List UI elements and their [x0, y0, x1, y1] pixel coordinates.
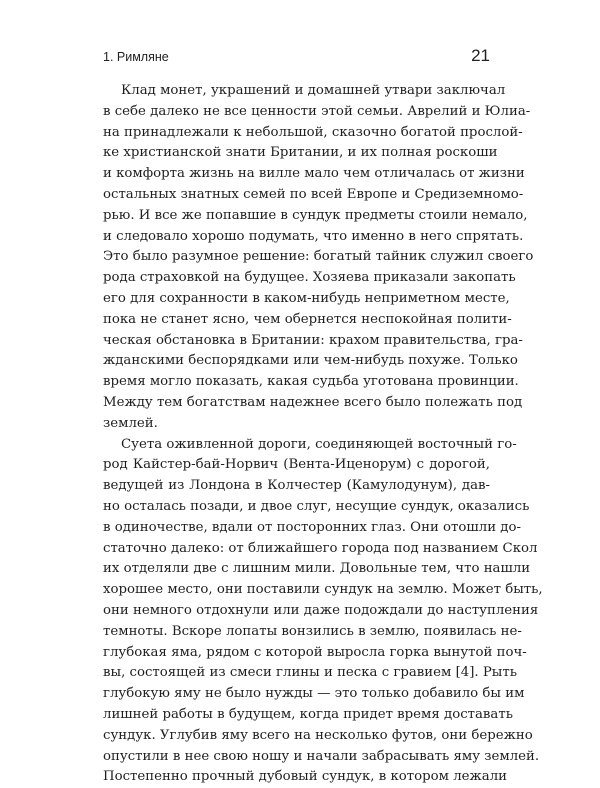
paragraph	[103, 81, 534, 435]
text-line: сундук. Углубив яму всего на несколько футов, они бережно	[103, 727, 533, 743]
text-line: их отделяли две с лишним мили. Довольные тем, что нашли	[103, 561, 531, 577]
text-line: его для сохранности в каком-нибудь неприметном месте,	[103, 290, 510, 306]
text-line: лишней работы в будущем, когда придет время доставать	[103, 706, 513, 722]
text-line: жданскими беспорядками или чем-нибудь похуже. Только	[103, 353, 518, 369]
text-line: Суета оживленной дороги, соединяющей восточный го-	[121, 436, 517, 452]
text-line: на принадлежали к небольшой, сказочно богатой прослой-	[103, 124, 523, 140]
text-line: и комфорта жизнь на вилле мало чем отличалась от жизни	[103, 166, 525, 182]
body-text	[103, 81, 543, 788]
text-line: Постепенно прочный дубовый сундук, в котором лежали	[103, 769, 508, 785]
text-line: но осталась позади, и двое слуг, несущие сундук, оказались	[103, 498, 530, 514]
running-header	[103, 46, 490, 68]
text-line: Клад монет, украшений и домашней утвари заключал	[121, 83, 506, 98]
text-line: хорошее место, они поставили сундук на землю. Может быть,	[103, 582, 543, 598]
text-line: статочно далеко: от ближайшего города под названием Скол	[103, 540, 538, 556]
text-line: ведущей из Лондона в Колчестер (Камулодунум), дав-	[103, 478, 490, 494]
text-line: ке христианской знати Британии, и их полная роскоши	[103, 145, 498, 161]
text-line: и следовало хорошо подумать, что именно в него спрятать.	[103, 228, 524, 244]
text-line: род Кайстер-бай-Норвич (Вента-Иценорум) с дорогой,	[103, 457, 490, 473]
text-line: темноты. Вскоре лопаты вонзились в землю, появилась не-	[103, 623, 522, 639]
paragraph	[103, 435, 543, 788]
text-line: землей.	[103, 415, 158, 431]
text-line: в себе далеко не все ценности этой семьи. Аврелий и Юлиа-	[103, 103, 531, 119]
text-line: вы, состоящей из смеси глины и песка с гравием [4]. Рыть	[103, 665, 517, 681]
text-line: Между тем богатствам надежнее всего было полежать под	[103, 394, 523, 410]
text-line: пока не станет ясно, чем обернется неспокойная полити-	[103, 311, 512, 327]
text-line: глубокая яма, рядом с которой выросла горка вынутой поч-	[103, 644, 527, 660]
text-line: время могло показать, какая судьба уготована провинции.	[103, 374, 519, 390]
text-line: рью. И все же попавшие в сундук предметы стоили немало,	[103, 207, 528, 223]
text-line: они немного отдохнули или даже подождали до наступления	[103, 602, 539, 618]
chapter-title: 1. Римляне	[103, 50, 169, 64]
text-line: ческая обстановка в Британии: крахом правительства, гра-	[103, 332, 523, 348]
page-number: 21	[471, 46, 490, 65]
text-line: в одиночестве, вдали от посторонних глаз. Они отошли до-	[103, 519, 521, 535]
text-line: рода страховкой на будущее. Хозяева приказали закопать	[103, 270, 516, 286]
text-line: Это было разумное решение: богатый тайник служил своего	[103, 249, 534, 265]
text-line: остальных знатных семей по всей Европе и Средиземномо-	[103, 186, 524, 202]
text-line: глубокую яму не было нужды — это только добавило бы им	[103, 686, 525, 702]
text-line: опустили в нее свою ношу и начали забрасывать яму землей.	[103, 748, 540, 764]
